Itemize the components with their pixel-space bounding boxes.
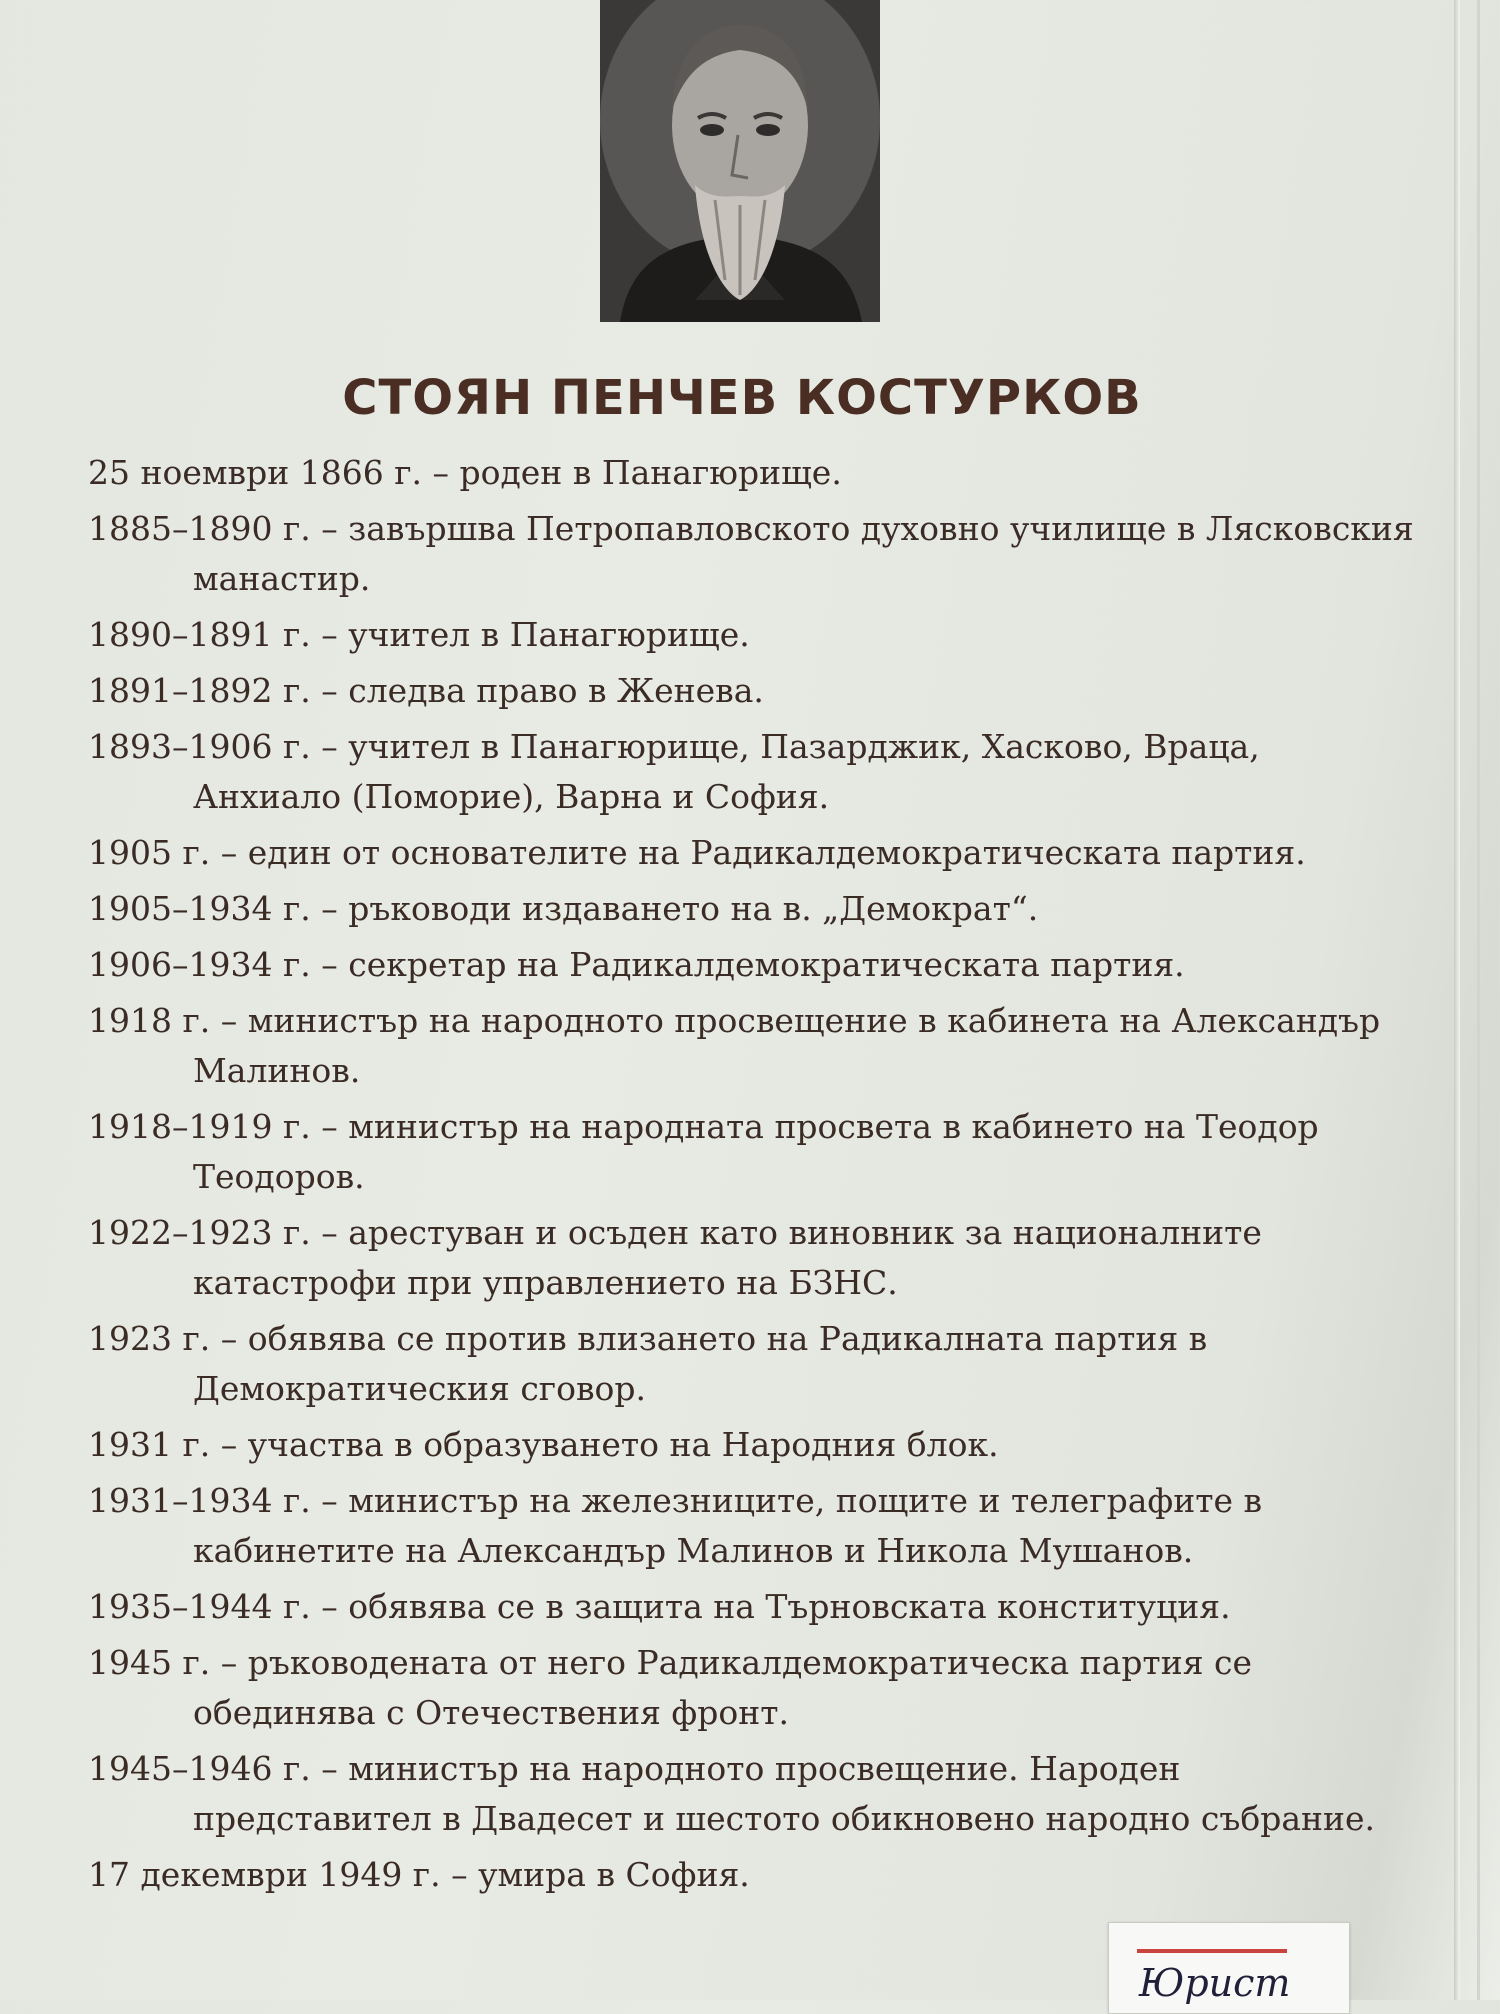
timeline-entry: 1893–1906 г. – учител в Панагюрище, Пазарджик, Хасково, Враца, Анхиало (Поморие), Варна и София.	[88, 727, 1260, 816]
timeline-entry: 17 декември 1949 г. – умира в София.	[88, 1855, 750, 1894]
timeline-entry: 1891–1892 г. – следва право в Женева.	[88, 671, 764, 710]
portrait-photo	[600, 0, 880, 322]
page-edge-secondary	[1477, 0, 1480, 2000]
timeline-entry: 1885–1890 г. – завършва Петропавловското духовно училище в Лясковския манастир.	[88, 509, 1414, 598]
handwritten-sticker	[1108, 1922, 1350, 2014]
page-title: СТОЯН ПЕНЧЕВ КОСТУРКОВ	[342, 370, 1142, 426]
sticker-handwriting: Юрист	[1139, 1961, 1291, 2005]
sticker-red-line	[1137, 1949, 1287, 1953]
portrait-illustration	[600, 0, 880, 322]
timeline-entry: 1935–1944 г. – обявява се в защита на Търновската конституция.	[88, 1587, 1231, 1626]
timeline-entry: 1922–1923 г. – арестуван и осъден като виновник за националните катастрофи при управлението на БЗНС.	[88, 1213, 1262, 1302]
biography-timeline	[88, 448, 1418, 1906]
page-edge	[1454, 0, 1460, 2000]
timeline-entry: 1906–1934 г. – секретар на Радикалдемократическата партия.	[88, 945, 1185, 984]
timeline-entry: 1931–1934 г. – министър на железниците, пощите и телеграфите в кабинетите на Александър Малинов и Никола Мушанов.	[88, 1481, 1263, 1570]
timeline-entry: 1905–1934 г. – ръководи издаването на в. „Демократ“.	[88, 889, 1039, 928]
timeline-entry: 1945 г. – ръководената от него Радикалдемократическа партия се обединява с Отечествения фронт.	[88, 1643, 1253, 1732]
timeline-entry: 1923 г. – обявява се против влизането на Радикалната партия в Демократическия сговор.	[88, 1319, 1208, 1408]
timeline-entry: 1931 г. – участва в образуването на Народния блок.	[88, 1425, 999, 1464]
timeline-entry: 1890–1891 г. – учител в Панагюрище.	[88, 615, 750, 654]
timeline-entry: 1905 г. – един от основателите на Радикалдемократическата партия.	[88, 833, 1306, 872]
timeline-entry: 1918 г. – министър на народното просвещение в кабинета на Александър Малинов.	[88, 1001, 1381, 1090]
timeline-entry: 1945–1946 г. – министър на народното просвещение. Народен представител в Двадесет и шестото обикновено народно събрание.	[88, 1749, 1376, 1838]
timeline-entry: 25 ноември 1866 г. – роден в Панагюрище.	[88, 453, 842, 492]
timeline-entry: 1918–1919 г. – министър на народната просвета в кабинето на Теодор Теодоров.	[88, 1107, 1319, 1196]
